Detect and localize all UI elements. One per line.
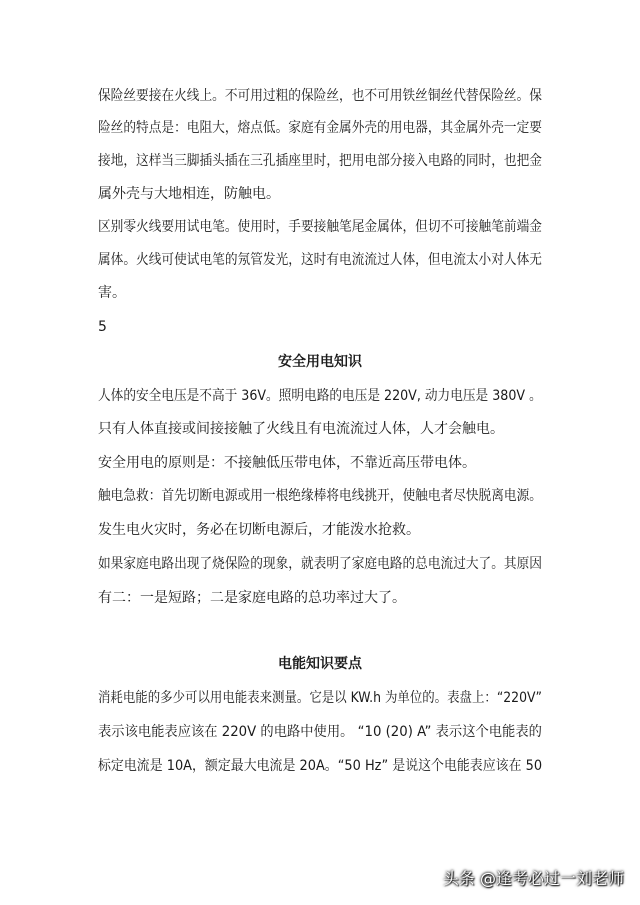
text-line: 属体。火线可使试电笔的氖管发光，这时有电流流过人体，但电流太小对人体无 [98,252,542,268]
text-line: 如果家庭电路出现了烧保险的现象，就表明了家庭电路的总电流过大了。其原因 [98,556,542,572]
text-line: 接地，这样当三脚插头插在三孔插座里时，把用电部分接入电路的同时，也把金 [98,153,542,169]
text-line: 保险丝要接在火线上。不可用过粗的保险丝，也不可用铁丝铜丝代替保险丝。保 [98,88,542,104]
section-number: 5 [98,319,107,335]
text-line: 险丝的特点是：电阻大，熔点低。家庭有金属外壳的用电器，其金属外壳一定要 [98,120,542,136]
text-line: 表示该电能表应该在 220V 的电路中使用。 “10 (20) A” 表示这个电能表的 [98,724,542,740]
text-line: 害。 [98,285,126,301]
section-heading: 电能知识要点 [278,656,362,672]
text-line: 有二：一是短路；二是家庭电路的总功率过大了。 [98,590,406,606]
watermark-label: 头条 @逢考必过一刘老师 [442,869,624,888]
text-line: 标定电流是 10A，额定最大电流是 20A。“50 Hz” 是说这个电能表应该在 50 [98,758,543,774]
text-line: 消耗电能的多少可以用电能表来测量。它是以 KW.h 为单位的。表盘上：“220V” [98,690,542,706]
text-line: 区别零火线要用试电笔。使用时，手要接触笔尾金属体，但切不可接触笔前端金 [98,219,542,235]
text-line: 属外壳与大地相连，防触电。 [98,186,280,202]
section-heading: 安全用电知识 [278,354,362,370]
text-line: 发生电火灾时，务必在切断电源后，才能泼水抢救。 [98,522,420,538]
text-line: 只有人体直接或间接接触了火线且有电流流过人体，人才会触电。 [98,421,504,437]
text-line: 安全用电的原则是：不接触低压带电体，不靠近高压带电体。 [98,455,476,471]
text-line: 触电急救：首先切断电源或用一根绝缘棒将电线挑开，使触电者尽快脱离电源。 [98,488,542,504]
text-line: 人体的安全电压是不高于 36V。照明电路的电压是 220V, 动力电压是 380V 。 [98,388,542,404]
